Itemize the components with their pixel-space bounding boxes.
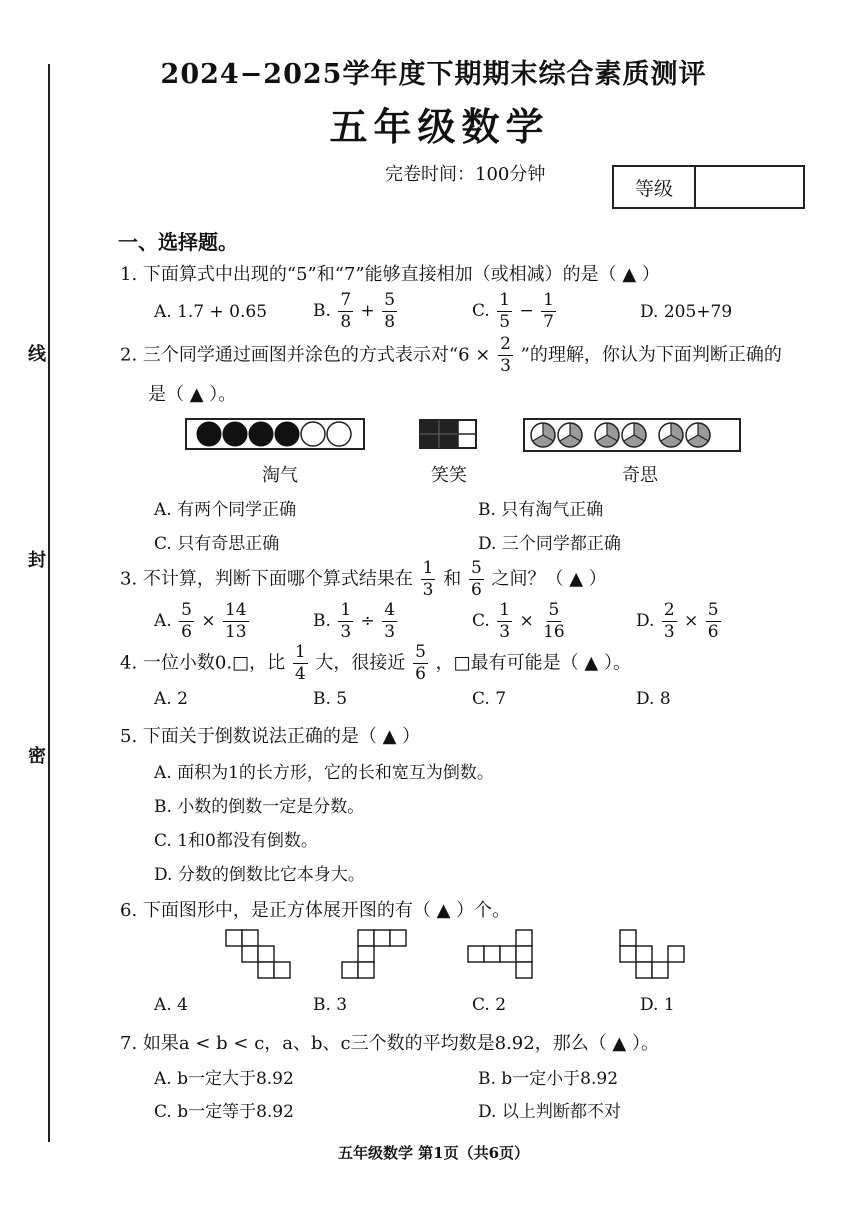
- q4-option-a: A. 2: [154, 689, 188, 709]
- q5-option-c: C. 1和0都没有倒数。: [154, 831, 318, 851]
- fraction: $\frac{1}{3}$: [340, 600, 352, 642]
- q6-text: 6. 下面图形中，是正方体展开图的有（ ▲ ）个。: [120, 900, 511, 921]
- q7-option-d: D. 以上判断都不对: [478, 1102, 621, 1122]
- cube-net-figure-2: [342, 930, 406, 978]
- q5-text: 5. 下面关于倒数说法正确的是（ ▲ ）: [120, 726, 421, 747]
- exam-title: 2024−2025学年度下期期末综合素质测评: [160, 59, 707, 90]
- pie-circle: [595, 423, 619, 447]
- qisi-pie-figure: [523, 418, 741, 452]
- q2-option-b: B. 只有淘气正确: [478, 500, 604, 520]
- fraction: $\frac{4}{3}$: [384, 600, 396, 642]
- q4-option-b: B. 5: [313, 689, 348, 709]
- fraction: $\frac{14}{13}$: [224, 600, 247, 642]
- q2-option-a: A. 有两个同学正确: [154, 500, 297, 520]
- cube-net-figure-4: [620, 930, 684, 978]
- q3-option-d: D. $\frac{2}{3}$ × $\frac{5}{6}$: [636, 600, 719, 642]
- fraction: $\frac{5}{6}$: [707, 600, 719, 642]
- pie-circle: [686, 423, 710, 447]
- xiaoxiao-grid-figure: [420, 420, 476, 448]
- taoqi-circles-figure: [185, 418, 365, 450]
- q6-option-a: A. 4: [154, 995, 188, 1015]
- pie-circle: [558, 423, 582, 447]
- q5-option-d: D. 分数的倒数比它本身大。: [154, 865, 365, 885]
- name-xiaoxiao: 笑笑: [431, 465, 467, 486]
- fraction: $\frac{5}{8}$: [384, 290, 396, 332]
- q6-option-b: B. 3: [313, 995, 348, 1015]
- q1-option-c: C. $\frac{1}{5}$ − $\frac{1}{7}$: [472, 290, 554, 332]
- fraction: $\frac{1}{3}$: [422, 558, 434, 600]
- name-taoqi: 淘气: [262, 465, 298, 486]
- fraction: $\frac{7}{8}$: [340, 290, 352, 332]
- fraction: $\frac{5}{6}$: [181, 600, 192, 642]
- binding-line: [48, 64, 50, 1142]
- fraction: $\frac{5}{16}$: [543, 600, 565, 642]
- q1-option-d: D. 205+79: [640, 302, 733, 322]
- q7-option-a: A. b一定大于8.92: [154, 1069, 294, 1089]
- q3-option-a: A. $\frac{5}{6}$ × $\frac{14}{13}$: [154, 600, 247, 642]
- margin-char-xian: 线: [28, 344, 46, 365]
- pie-circle: [531, 423, 555, 447]
- q4-text: 4. 一位小数0.□，比 $\frac{1}{4}$ 大，很接近 $\frac{5}{6}$ ，□最有可能是（ ▲ ）。: [120, 642, 631, 684]
- q3-option-c: C. $\frac{1}{3}$ × $\frac{5}{16}$: [472, 600, 565, 642]
- q7-option-b: B. b一定小于8.92: [478, 1069, 619, 1089]
- q2-option-c: C. 只有奇思正确: [154, 534, 280, 554]
- q6-option-c: C. 2: [472, 995, 507, 1015]
- section-title: 一、选择题。: [118, 230, 238, 254]
- fraction: $\frac{1}{4}$: [294, 642, 306, 684]
- fraction: $\frac{5}{6}$: [470, 558, 482, 600]
- subject-title: 五年级数学: [329, 104, 550, 149]
- page-footer: 五年级数学 第1页（共6页）: [337, 1144, 530, 1162]
- grade-box: [612, 165, 805, 209]
- q4-option-c: C. 7: [472, 689, 507, 709]
- q5-option-a: A. 面积为1的长方形，它的长和宽互为倒数。: [154, 763, 494, 783]
- cube-net-figure-3: [468, 930, 532, 978]
- q7-option-c: C. b一定等于8.92: [154, 1102, 294, 1122]
- fraction: $\frac{2}{3}$: [500, 334, 511, 376]
- pie-circle: [659, 423, 683, 447]
- name-qisi: 奇思: [622, 465, 658, 486]
- fraction: $\frac{2}{3}$: [663, 600, 675, 642]
- q5-option-b: B. 小数的倒数一定是分数。: [154, 797, 365, 817]
- q7-text: 7. 如果a < b < c，a、b、c三个数的平均数是8.92，那么（ ▲ ）。: [120, 1033, 659, 1054]
- q2-text-line2: 是（ ▲ ）。: [148, 384, 237, 405]
- fraction: $\frac{1}{5}$: [499, 290, 511, 332]
- margin-char-mi: 密: [28, 746, 46, 767]
- q1-option-b: B. $\frac{7}{8}$ + $\frac{5}{8}$: [313, 290, 396, 332]
- grade-input-cell[interactable]: [696, 167, 803, 207]
- cube-net-figure-1: [226, 930, 290, 978]
- q1-text: 1. 下面算式中出现的“5”和“7”能够直接相加（或相减）的是（ ▲ ）: [120, 264, 660, 285]
- fraction: $\frac{1}{7}$: [543, 290, 554, 332]
- margin-char-feng: 封: [28, 550, 46, 571]
- grade-label: 等级: [614, 167, 696, 207]
- q3-option-b: B. $\frac{1}{3}$ ÷ $\frac{4}{3}$: [313, 600, 396, 642]
- exam-time: 完卷时间：100分钟: [385, 164, 546, 185]
- fraction: $\frac{5}{6}$: [415, 642, 426, 684]
- fraction: $\frac{1}{3}$: [499, 600, 511, 642]
- q2-text: 2. 三个同学通过画图并涂色的方式表示对“6 × $\frac{2}{3}$ ”的理解，你认为下面判断正确的: [120, 334, 782, 376]
- q1-option-a: A. 1.7 + 0.65: [154, 302, 268, 322]
- q2-option-d: D. 三个同学都正确: [478, 534, 621, 554]
- pie-circle: [622, 423, 646, 447]
- q6-option-d: D. 1: [640, 995, 675, 1015]
- q3-text: 3. 不计算，判断下面哪个算式结果在 $\frac{1}{3}$ 和 $\frac{5}{6}$ 之间？（ ▲ ）: [120, 558, 607, 600]
- q4-option-d: D. 8: [636, 689, 671, 709]
